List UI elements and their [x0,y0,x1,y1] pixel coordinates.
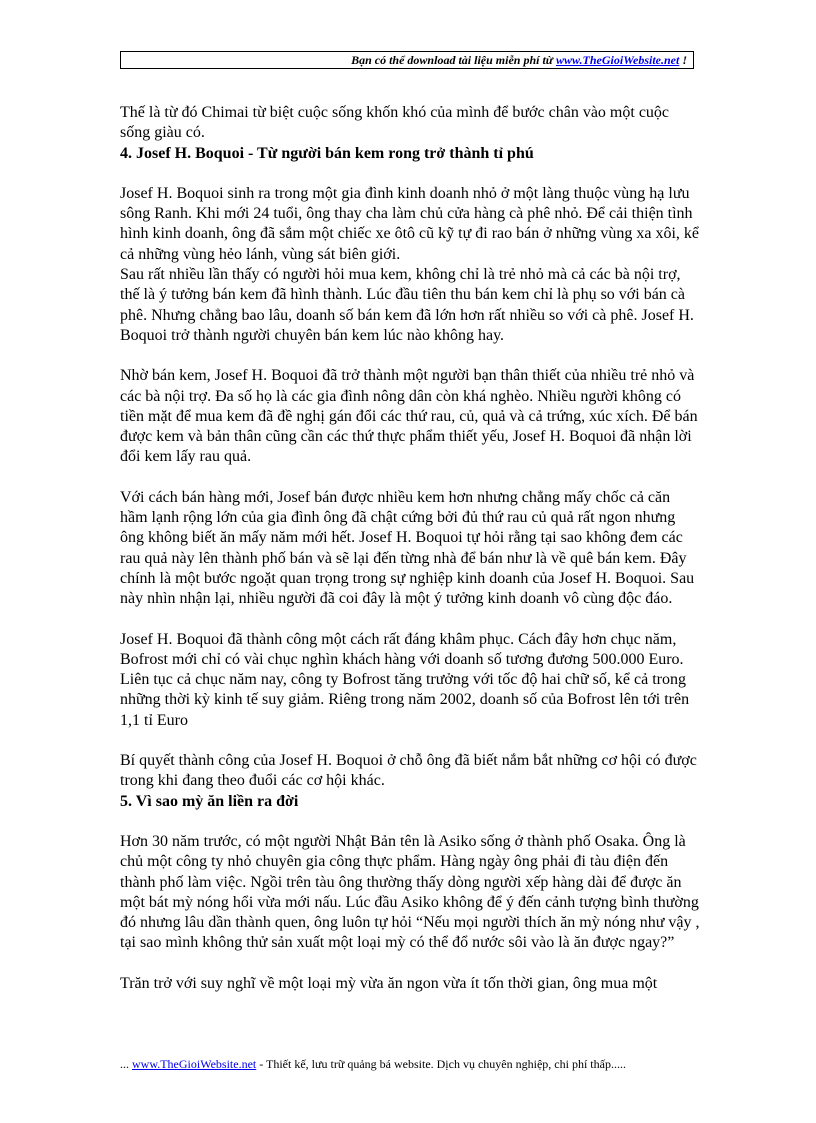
paragraph-success-secret: Bí quyết thành công của Josef H. Boquoi ở chỗ ông đã biết nắm bắt những cơ hội có được trong khi đang theo đuổi các cơ hội khác. [120,752,697,790]
footer-bar [120,1056,720,1072]
footer-text: - Thiết kế, lưu trữ quảng bá website. Dịch vụ chuyên nghiệp, chi phí thấp..... [256,1057,626,1071]
paragraph-asiko-continued: Trăn trở với suy nghĩ về một loại mỳ vừa ăn ngon vừa ít tốn thời gian, ông mua một [120,974,658,992]
paragraph-boquoi-origin: Josef H. Boquoi sinh ra trong một gia đình kinh doanh nhỏ ở một làng thuộc vùng hạ lưu sông Ranh. Khi mới 24 tuổi, ông thay cha làm chủ cửa hàng cà phê nhỏ. Để cải thiện tình hình kinh doanh, ông đã sắm một chiếc xe ôtô cũ kỹ tự đi rao bán ở những vùng xa xôi, kể cả những vùng hẻo lánh, vùng sát biên giới. [120,184,700,263]
paragraph-asiko-story: Hơn 30 năm trước, có một người Nhật Bản tên là Asiko sống ở thành phố Osaka. Ông là chủ một công ty nhỏ chuyên gia công thực phẩm. Hàng ngày ông phải đi tàu điện đến thành phố làm việc. Ngồi trên tàu ông thường thấy dòng người xếp hàng dài để được ăn một bát mỳ nóng hổi vừa mới nấu. Lúc đầu Asiko không để ý đến cảnh tượng bình thường đó nhưng lâu dần thành quen, ông luôn tự hỏi “Nếu mọi người thích ăn mỳ nóng như vậy , tại sao mình không thử sản xuất một loại mỳ có thể đổ nước sôi vào là ăn được ngay?” [120,832,700,952]
header-banner [120,51,694,69]
paragraph-bofrost-success: Josef H. Boquoi đã thành công một cách rất đáng khâm phục. Cách đây hơn chục năm, Bofrost mới chỉ có vài chục nghìn khách hàng với doanh số tương đương 500.000 Euro. Liên tục cả chục năm nay, công ty Bofrost tăng trưởng với tốc độ hai chữ số, kể cả trong những thời kỳ kinh tế suy giảm. Riêng trong năm 2002, doanh số của Bofrost lên tới trên 1,1 tỉ Euro [120,630,690,729]
footer-prefix: ... [120,1057,132,1071]
paragraph-new-selling: Với cách bán hàng mới, Josef bán được nhiều kem hơn nhưng chẳng mấy chốc cả căn hầm lạnh rộng lớn của gia đình ông đã chật cứng bởi đủ thứ rau củ quả rất ngon nhưng ông không biết ăn mấy năm mới hết. Josef H. Boquoi tự hỏi rằng tại sao không đem các rau quả này lên thành phố bán và sẽ lại đến từng nhà để bán như là về quê bán kem. Đây chính là một bước ngoặt quan trọng trong sự nghiệp kinh doanh của Josef H. Boquoi. Sau này nhìn nhận lại, nhiều người đã coi đây là một ý tưởng kinh doanh vô cùng độc đáo. [120,488,695,608]
section-heading-4: 4. Josef H. Boquoi - Từ người bán kem rong trở thành tỉ phú [120,144,534,162]
header-website-link[interactable]: www.TheGioiWebsite.net [555,53,680,67]
paragraph-chimai-ending: Thế là từ đó Chimai từ biệt cuộc sống khốn khó của mình để bước chân vào một cuộc sống giàu có. [120,104,670,142]
footer-website-link[interactable]: www.TheGioiWebsite.net [132,1057,257,1071]
paragraph-ice-cream-idea: Sau rất nhiều lần thấy có người hỏi mua kem, không chỉ là trẻ nhỏ mà cả các bà nội trợ, thế là ý tưởng bán kem đã hình thành. Lúc đầu tiên thu bán kem chỉ là phụ so với bán cà phê. Nhưng chẳng bao lâu, doanh số bán kem đã lớn hơn rất nhiều so với cà phê. Josef H. Boquoi trở thành người chuyên bán kem lúc nào không hay. [120,266,694,344]
paragraph-barter: Nhờ bán kem, Josef H. Boquoi đã trở thành một người bạn thân thiết của nhiều trẻ nhỏ và các bà nội trợ. Đa số họ là các gia đình nông dân còn khá nghèo. Nhiều người không có tiền mặt để mua kem đã đề nghị gán đổi các thứ rau, củ, quả và cả trứng, xúc xích. Để bán được kem và bản thân cũng cần các thứ thực phẩm thiết yếu, Josef H. Boquoi đã nhận lời đổi kem lấy rau quả. [120,367,698,466]
header-text: Bạn có thể download tài liệu miễn phí từ [351,53,556,67]
header-exclamation: ! [679,53,687,67]
section-heading-5: 5. Vì sao mỳ ăn liền ra đời [120,792,299,810]
document-body [120,103,700,994]
